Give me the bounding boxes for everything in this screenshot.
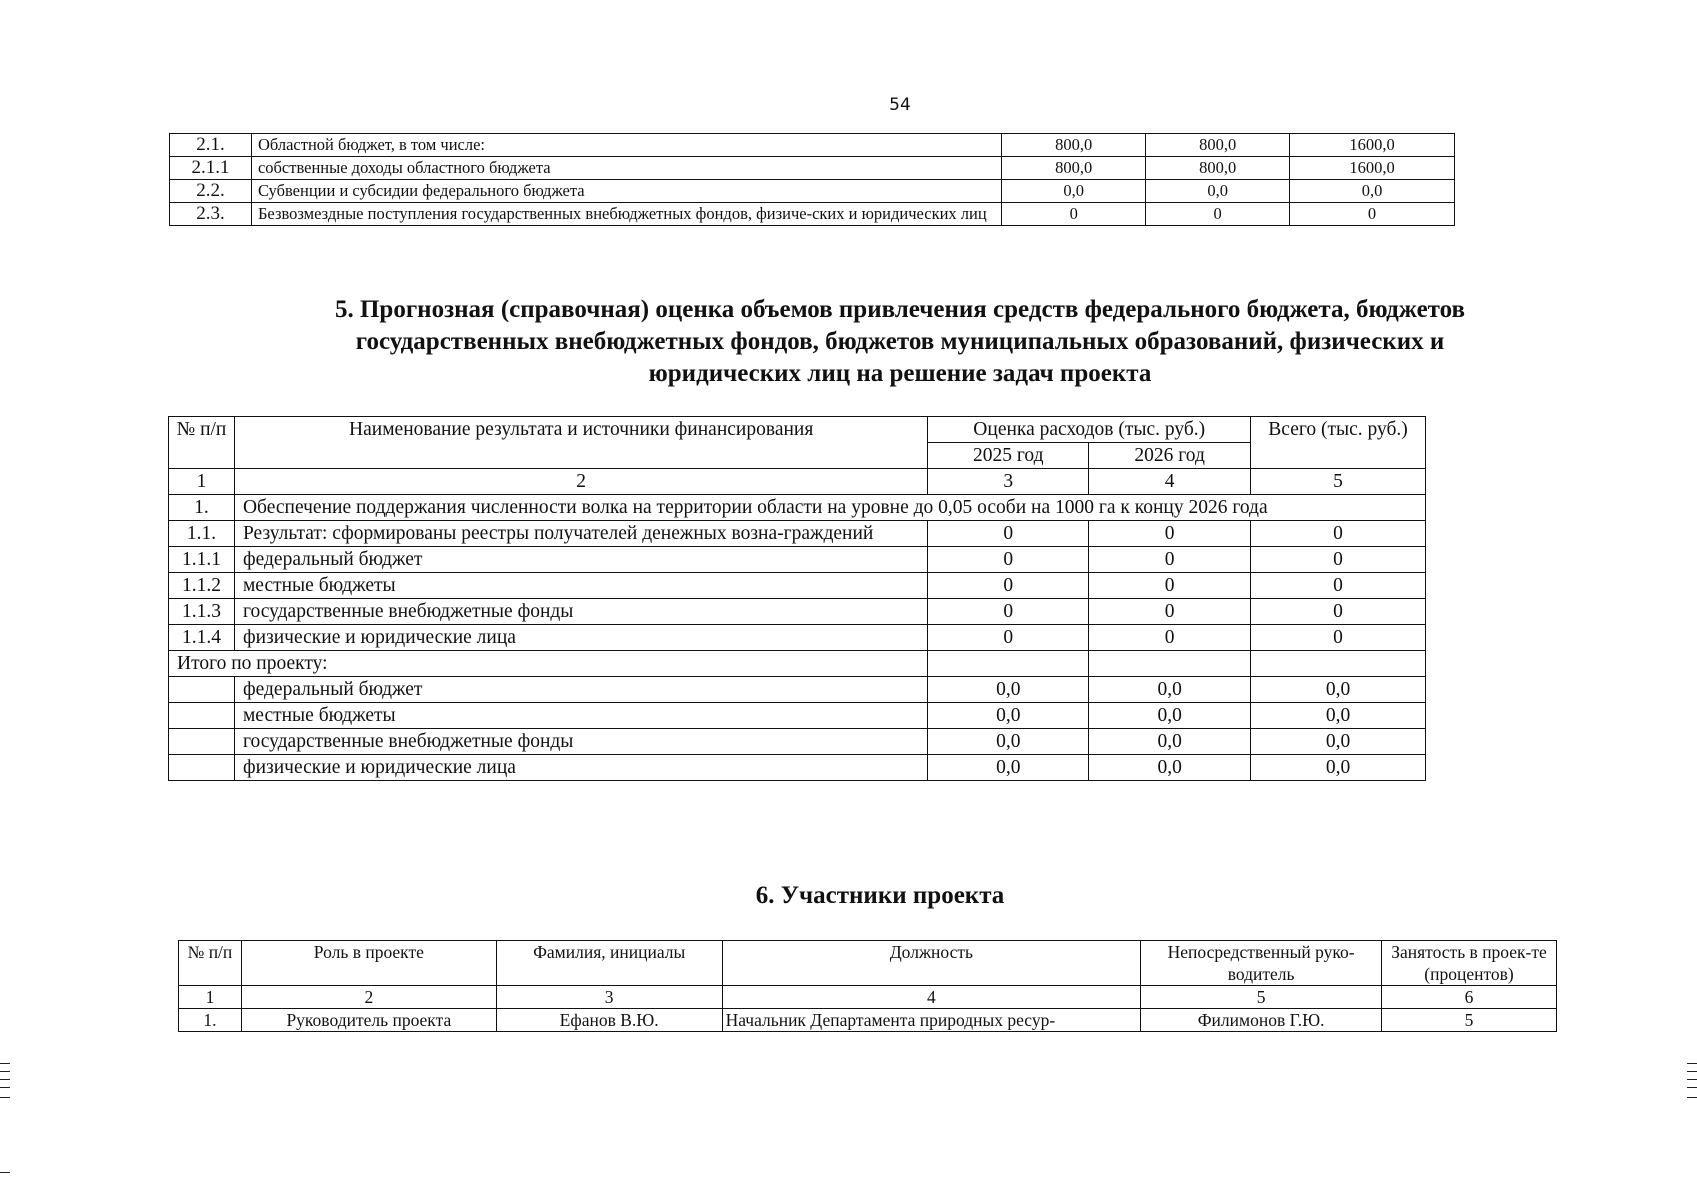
scan-edge-mark [1687, 1087, 1697, 1088]
table-row [170, 180, 1455, 203]
header-manager: Непосредственный руко-водитель [1141, 941, 1382, 986]
value-cell: 800,0 [1146, 134, 1290, 157]
row-name: государственные внебюджетные фонды [234, 599, 927, 625]
table-row [169, 573, 1426, 599]
value-cell: 0,0 [928, 755, 1089, 781]
row-name: федеральный бюджет [234, 677, 927, 703]
value-cell: 0,0 [928, 703, 1089, 729]
value-cell: 0,0 [1089, 729, 1251, 755]
row-name: государственные внебюджетные фонды [234, 729, 927, 755]
value-cell: 0 [1002, 203, 1146, 226]
row-name: Субвенции и субсидии федерального бюджета [251, 180, 1001, 203]
row-name: Областной бюджет, в том числе: [251, 134, 1001, 157]
scan-edge-mark [0, 1079, 10, 1080]
scan-edge-mark [1687, 1063, 1697, 1064]
column-number: 4 [1089, 469, 1251, 495]
column-numbers-row [169, 469, 1426, 495]
row-name: собственные доходы областного бюджета [251, 157, 1001, 180]
column-number: 1 [179, 986, 242, 1009]
column-numbers-row [179, 986, 1557, 1009]
header-year-2026: 2026 год [1089, 443, 1251, 469]
value-cell: 0,0 [1002, 180, 1146, 203]
page-number: 54 [889, 95, 911, 115]
total-row [169, 677, 1426, 703]
row-number: 2.3. [170, 203, 252, 226]
header-role: Роль в проекте [241, 941, 496, 986]
value-cell: 0,0 [928, 729, 1089, 755]
employment-cell: 5 [1382, 1009, 1557, 1032]
row-name: местные бюджеты [234, 703, 927, 729]
value-cell: 0 [1251, 599, 1426, 625]
value-cell: 0 [1089, 625, 1251, 651]
value-cell: 0,0 [1251, 729, 1426, 755]
value-cell: 0 [928, 573, 1089, 599]
scan-edge-mark [0, 1063, 10, 1064]
total-row [169, 755, 1426, 781]
row-name: физические и юридические лица [234, 755, 927, 781]
table-row [169, 625, 1426, 651]
row-number: 1.1.3 [169, 599, 235, 625]
column-number: 4 [722, 986, 1141, 1009]
value-cell: 0 [1251, 547, 1426, 573]
value-cell: 0 [1251, 573, 1426, 599]
section-5-title: 5. Прогнозная (справочная) оценка объемов привлечения средств федерального бюджета, бюджетов государственных внебюджетных фондов, бюджетов муниципальных образований, физических и юридических лиц на решение задач проекта [334, 296, 1466, 387]
table-row [179, 1009, 1557, 1032]
forecast-table [168, 416, 1426, 781]
value-cell: 0 [1251, 521, 1426, 547]
value-cell: 0 [1146, 203, 1290, 226]
scan-edge-mark [0, 1087, 10, 1088]
column-number: 3 [496, 986, 722, 1009]
header-position: Должность [722, 941, 1141, 986]
total-label-row [169, 651, 1426, 677]
empty-cell [169, 703, 235, 729]
scan-edge-mark [0, 1172, 10, 1173]
role-cell: Руководитель проекта [241, 1009, 496, 1032]
total-label: Итого по проекту: [169, 651, 928, 677]
value-cell: 0 [928, 547, 1089, 573]
total-row [169, 729, 1426, 755]
task-row [169, 495, 1426, 521]
header-num: № п/п [179, 941, 242, 986]
value-cell: 0,0 [1251, 677, 1426, 703]
value-cell: 0,0 [1089, 703, 1251, 729]
table-row [169, 599, 1426, 625]
header-row [169, 417, 1426, 443]
value-cell: 0 [1089, 599, 1251, 625]
value-cell: 0 [1089, 521, 1251, 547]
position-cell: Начальник Департамента природных ресур- [722, 1009, 1141, 1032]
value-cell: 0 [928, 521, 1089, 547]
total-row [169, 703, 1426, 729]
task-text: Обеспечение поддержания численности волка на территории области на уровне до 0,05 особи на 1000 га к концу 2026 года [234, 495, 1425, 521]
row-number: 1. [179, 1009, 242, 1032]
value-cell: 0,0 [1251, 703, 1426, 729]
table-row [170, 203, 1455, 226]
value-cell: 0,0 [1251, 755, 1426, 781]
value-cell: 0 [928, 625, 1089, 651]
empty-cell [928, 651, 1089, 677]
scan-edge-mark [0, 1071, 10, 1072]
header-year-2025: 2025 год [928, 443, 1089, 469]
value-cell: 0,0 [1290, 180, 1455, 203]
column-number: 5 [1251, 469, 1426, 495]
budget-table [169, 133, 1455, 226]
row-number: 1.1.4 [169, 625, 235, 651]
table-row [170, 134, 1455, 157]
header-num: № п/п [169, 417, 235, 469]
row-number: 2.1.1 [170, 157, 252, 180]
column-number: 6 [1382, 986, 1557, 1009]
value-cell: 800,0 [1002, 134, 1146, 157]
value-cell: 0 [1290, 203, 1455, 226]
row-name: Безвозмездные поступления государственных внебюджетных фондов, физиче-ских и юридических лиц [251, 203, 1001, 226]
empty-cell [169, 729, 235, 755]
participants-table [178, 940, 1557, 1032]
value-cell: 1600,0 [1290, 134, 1455, 157]
value-cell: 1600,0 [1290, 157, 1455, 180]
empty-cell [169, 755, 235, 781]
row-number: 1.1.2 [169, 573, 235, 599]
scan-edge-mark [1687, 1071, 1697, 1072]
empty-cell [169, 677, 235, 703]
value-cell: 0,0 [1089, 677, 1251, 703]
table-row [170, 157, 1455, 180]
value-cell: 0 [928, 599, 1089, 625]
value-cell: 800,0 [1002, 157, 1146, 180]
row-name: Результат: сформированы реестры получателей денежных возна-граждений [234, 521, 927, 547]
value-cell: 0 [1251, 625, 1426, 651]
column-number: 2 [241, 986, 496, 1009]
header-name: Наименование результата и источники финансирования [234, 417, 927, 469]
header-row [179, 941, 1557, 986]
section-6-title: 6. Участники проекта [755, 882, 1005, 909]
column-number: 5 [1141, 986, 1382, 1009]
row-number: 2.2. [170, 180, 252, 203]
value-cell: 0 [1089, 547, 1251, 573]
column-number: 1 [169, 469, 235, 495]
table-row [169, 547, 1426, 573]
value-cell: 0,0 [928, 677, 1089, 703]
row-number: 1.1.1 [169, 547, 235, 573]
header-estimate: Оценка расходов (тыс. руб.) [928, 417, 1251, 443]
scan-edge-mark [1687, 1079, 1697, 1080]
column-number: 2 [234, 469, 927, 495]
row-name: физические и юридические лица [234, 625, 927, 651]
scan-edge-mark [0, 1097, 10, 1098]
header-name: Фамилия, инициалы [496, 941, 722, 986]
column-number: 3 [928, 469, 1089, 495]
value-cell: 800,0 [1146, 157, 1290, 180]
value-cell: 0,0 [1146, 180, 1290, 203]
header-employment: Занятость в проек-те (процентов) [1382, 941, 1557, 986]
empty-cell [1089, 651, 1251, 677]
name-cell: Ефанов В.Ю. [496, 1009, 722, 1032]
task-number: 1. [169, 495, 235, 521]
empty-cell [1251, 651, 1426, 677]
table-row [169, 521, 1426, 547]
manager-cell: Филимонов Г.Ю. [1141, 1009, 1382, 1032]
row-number: 1.1. [169, 521, 235, 547]
scan-edge-mark [1687, 1097, 1697, 1098]
row-name: федеральный бюджет [234, 547, 927, 573]
value-cell: 0,0 [1089, 755, 1251, 781]
row-name: местные бюджеты [234, 573, 927, 599]
value-cell: 0 [1089, 573, 1251, 599]
header-total: Всего (тыс. руб.) [1251, 417, 1426, 469]
row-number: 2.1. [170, 134, 252, 157]
